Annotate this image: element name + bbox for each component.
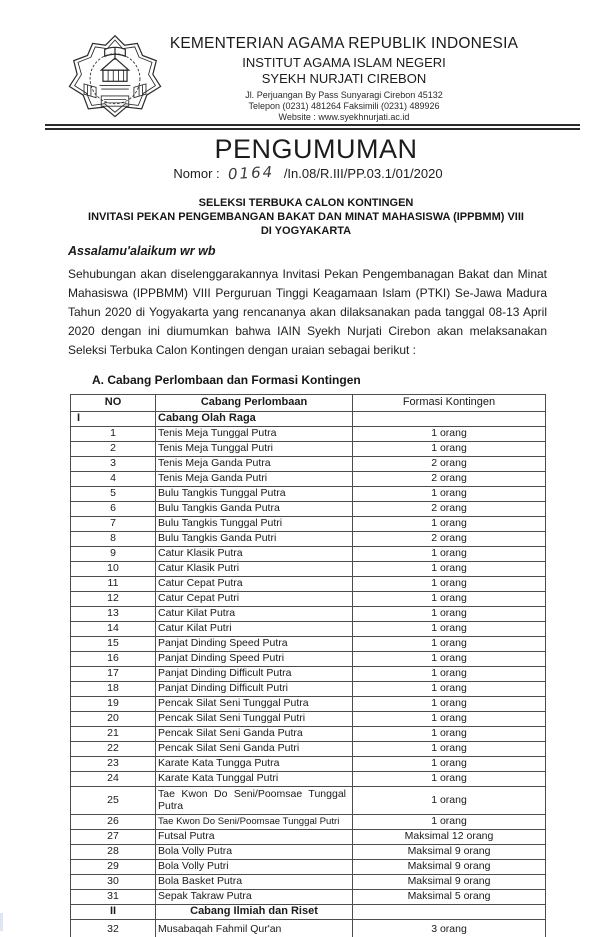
table-row (71, 814, 546, 829)
cell-formation: 1 orang (353, 426, 546, 441)
table-row (71, 426, 546, 441)
cell-formation: 2 orang (353, 501, 546, 516)
cell-formation: 1 orang (353, 651, 546, 666)
cell-name: Tenis Meja Ganda Putra (156, 456, 353, 471)
table-row (71, 859, 546, 874)
cell-no: 25 (71, 786, 156, 814)
cell-formation: 1 orang (353, 441, 546, 456)
table-row (71, 889, 546, 904)
table-row (71, 651, 546, 666)
table-body (71, 411, 546, 937)
cell-formation: 1 orang (353, 756, 546, 771)
cell-no: 9 (71, 546, 156, 561)
cell-name: Tae Kwon Do Seni/Poomsae Tunggal Putri (156, 814, 353, 829)
website-line: Website : www.syekhnurjati.ac.id (278, 111, 410, 122)
cell-name: Panjat Dinding Difficult Putri (156, 681, 353, 696)
cell-name: Catur Kilat Putri (156, 621, 353, 636)
cell-formation: 1 orang (353, 666, 546, 681)
table-row (71, 874, 546, 889)
ministry-name: KEMENTERIAN AGAMA REPUBLIK INDONESIA (169, 35, 519, 52)
cell-no: 4 (71, 471, 156, 486)
cell-no: 24 (71, 771, 156, 786)
table-row (71, 576, 546, 591)
cell-no: 20 (71, 711, 156, 726)
cell-formation: 1 orang (353, 546, 546, 561)
cell-no: 27 (71, 829, 156, 844)
cell-formation: 2 orang (353, 531, 546, 546)
document-number (2, 164, 612, 183)
table-row (71, 711, 546, 726)
cell-name: Catur Klasik Putri (156, 561, 353, 576)
cell-name: Musabaqah Fahmil Qur'an (156, 919, 353, 937)
cell-formation: 1 orang (353, 516, 546, 531)
cell-no: 30 (71, 874, 156, 889)
letterhead-text (168, 34, 520, 123)
cell-no: I (71, 411, 156, 426)
table-row (71, 531, 546, 546)
cell-name: Pencak Silat Seni Ganda Putra (156, 726, 353, 741)
address-line: Jl. Perjuangan By Pass Sunyaragi Cirebon 45132 (245, 89, 443, 100)
subject-block (0, 196, 612, 238)
subject-line-1: SELEKSI TERBUKA CALON KONTINGEN (198, 196, 414, 209)
cell-name: Tae Kwon Do Seni/Poomsae Tunggal Putra (156, 786, 353, 814)
table-row (71, 666, 546, 681)
cell-formation: 1 orang (353, 591, 546, 606)
cell-name: Karate Kata Tungga Putra (156, 756, 353, 771)
cell-name: Pencak Silat Seni Tunggal Putra (156, 696, 353, 711)
header-formasi: Formasi Kontingen (353, 394, 546, 411)
cell-name: Bulu Tangkis Tunggal Putri (156, 516, 353, 531)
cell-no: 11 (71, 576, 156, 591)
cell-no: 6 (71, 501, 156, 516)
table-row (71, 919, 546, 937)
letterhead-divider (45, 124, 580, 130)
cell-no: 17 (71, 666, 156, 681)
cell-no: 18 (71, 681, 156, 696)
cell-name: Tenis Meja Ganda Putri (156, 471, 353, 486)
table-row (71, 904, 546, 919)
cell-name: Panjat Dinding Speed Putra (156, 636, 353, 651)
cell-formation: 1 orang (353, 771, 546, 786)
cell-no: 14 (71, 621, 156, 636)
table-row (71, 606, 546, 621)
cell-no: 13 (71, 606, 156, 621)
table-row (71, 561, 546, 576)
institution-name: INSTITUT AGAMA ISLAM NEGERI (242, 54, 446, 70)
cell-formation: 1 orang (353, 621, 546, 636)
cell-no: 23 (71, 756, 156, 771)
table-row (71, 844, 546, 859)
cell-no: 31 (71, 889, 156, 904)
table-row (71, 411, 546, 426)
cell-formation: 1 orang (353, 696, 546, 711)
cell-formation: 1 orang (353, 561, 546, 576)
cell-formation: 1 orang (353, 741, 546, 756)
cell-no: 3 (71, 456, 156, 471)
cell-name: Panjat Dinding Speed Putri (156, 651, 353, 666)
table-row (71, 456, 546, 471)
cell-name: Bulu Tangkis Ganda Putra (156, 501, 353, 516)
cell-name: Tenis Meja Tunggal Putri (156, 441, 353, 456)
cell-formation: 1 orang (353, 486, 546, 501)
cell-no: 2 (71, 441, 156, 456)
number-label: Nomor : (173, 165, 220, 181)
table-header-row (71, 394, 546, 411)
cell-no: 12 (71, 591, 156, 606)
opening-paragraph: Sehubungan akan diselenggarakannya Invitasi Pekan Pengembanagan Bakat dan Minat Mahasiswa (IPPBMM) VIII Perguruan Tinggi Keagamaan Islam (PTKI) Se-Jawa Madura Tahun 2020 di Yogyakarta yang rencananya akan dilaksanakan pada tanggal 08-13 April 2020 dengan ini diumumkan bahwa IAIN Syekh Nurjati Cirebon akan melaksanakan Seleksi Terbuka Calon Kontingen dengan uraian sebagai berikut : (68, 266, 547, 357)
table-row (71, 681, 546, 696)
cell-no: 19 (71, 696, 156, 711)
cell-name: Catur Klasik Putra (156, 546, 353, 561)
cell-formation (353, 904, 546, 919)
subject-line-3: DI YOGYAKARTA (260, 224, 352, 237)
header-no: NO (71, 394, 156, 411)
table-row (71, 741, 546, 756)
cell-no: 5 (71, 486, 156, 501)
cell-name: Pencak Silat Seni Tunggal Putri (156, 711, 353, 726)
cell-no: 21 (71, 726, 156, 741)
cell-no: 32 (71, 919, 156, 937)
subject-line-2: INVITASI PEKAN PENGEMBANGAN BAKAT DAN MINAT MAHASISWA (IPPBMM) VIII (88, 210, 524, 223)
table-row (71, 546, 546, 561)
table-row (71, 621, 546, 636)
cell-formation: Maksimal 9 orang (353, 844, 546, 859)
cell-no: 8 (71, 531, 156, 546)
scan-artifact (0, 913, 3, 931)
cell-no: 26 (71, 814, 156, 829)
cell-no: II (71, 904, 156, 919)
cell-name: Catur Cepat Putri (156, 591, 353, 606)
cell-formation: Maksimal 9 orang (353, 874, 546, 889)
cell-name: Pencak Silat Seni Ganda Putri (156, 741, 353, 756)
table-row (71, 696, 546, 711)
cell-formation: 3 orang (353, 919, 546, 937)
cell-formation: Maksimal 5 orang (353, 889, 546, 904)
cell-no: 1 (71, 426, 156, 441)
cell-formation: 1 orang (353, 726, 546, 741)
table-row (71, 829, 546, 844)
table-row (71, 471, 546, 486)
cell-name: Bola Volly Putri (156, 859, 353, 874)
cell-name: Futsal Putra (156, 829, 353, 844)
institution-name-2: SYEKH NURJATI CIREBON (261, 70, 427, 86)
cell-no: 28 (71, 844, 156, 859)
cell-name: Panjat Dinding Difficult Putra (156, 666, 353, 681)
cell-no: 7 (71, 516, 156, 531)
table-row (71, 441, 546, 456)
table-row (71, 771, 546, 786)
cell-formation: 1 orang (353, 814, 546, 829)
table-row (71, 726, 546, 741)
cell-formation: 1 orang (353, 681, 546, 696)
cell-name: Sepak Takraw Putra (156, 889, 353, 904)
cell-formation: 2 orang (353, 471, 546, 486)
cell-formation: Maksimal 9 orang (353, 859, 546, 874)
phone-line: Telepon (0231) 481264 Faksimili (0231) 489926 (248, 100, 440, 111)
table-row (71, 501, 546, 516)
table-row (71, 591, 546, 606)
cell-no: 10 (71, 561, 156, 576)
table-row (71, 636, 546, 651)
cell-formation: Maksimal 12 orang (353, 829, 546, 844)
cell-name: Cabang Olah Raga (156, 411, 353, 426)
cell-no: 29 (71, 859, 156, 874)
cell-formation: 1 orang (353, 711, 546, 726)
section-a-heading: A. Cabang Perlombaan dan Formasi Kontingen (92, 372, 361, 387)
cell-no: 22 (71, 741, 156, 756)
cell-name: Cabang Ilmiah dan Riset (156, 904, 353, 919)
handwritten-number: 0164 (227, 162, 275, 183)
table-row (71, 756, 546, 771)
cell-formation (353, 411, 546, 426)
number-rest: /In.08/R.III/PP.03.1/01/2020 (283, 165, 443, 181)
cell-name: Bulu Tangkis Tunggal Putra (156, 486, 353, 501)
iain-syekh-nurjati-emblem-icon (62, 34, 168, 120)
cell-formation: 1 orang (353, 636, 546, 651)
cell-name: Tenis Meja Tunggal Putra (156, 426, 353, 441)
cell-formation: 1 orang (353, 576, 546, 591)
cell-formation: 2 orang (353, 456, 546, 471)
contingent-formation-table (70, 394, 546, 937)
cell-name: Bola Volly Putra (156, 844, 353, 859)
table-row (71, 486, 546, 501)
cell-name: Catur Kilat Putra (156, 606, 353, 621)
cell-name: Karate Kata Tunggal Putri (156, 771, 353, 786)
salutation: Assalamu'alaikum wr wb (68, 243, 216, 258)
document-title: PENGUMUMAN (214, 133, 418, 164)
cell-formation: 1 orang (353, 606, 546, 621)
header-cabang: Cabang Perlombaan (156, 394, 353, 411)
cell-no: 16 (71, 651, 156, 666)
cell-name: Bulu Tangkis Ganda Putri (156, 531, 353, 546)
cell-no: 15 (71, 636, 156, 651)
table-row (71, 516, 546, 531)
letterhead (0, 0, 612, 123)
cell-name: Catur Cepat Putra (156, 576, 353, 591)
table-row (71, 786, 546, 814)
cell-name: Bola Basket Putra (156, 874, 353, 889)
cell-formation: 1 orang (353, 786, 546, 814)
